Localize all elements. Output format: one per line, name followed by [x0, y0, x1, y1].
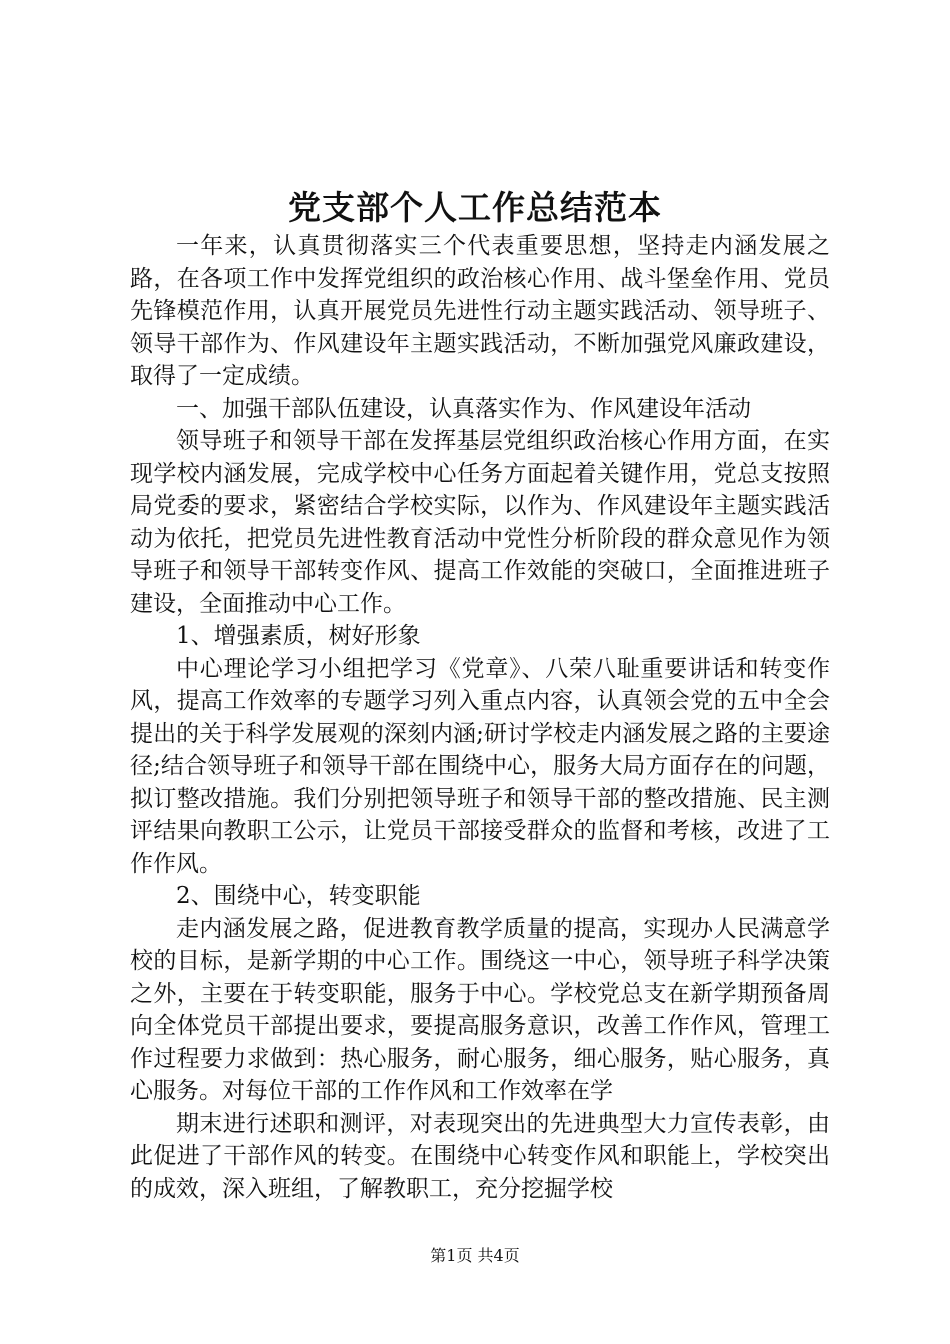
paragraph-subsection-2: 走内涵发展之路，促进教育教学质量的提高，实现办人民满意学校的目标，是新学期的中心工作。围绕这一中心，领导班子科学决策之外，主要在于转变职能，服务于中心。学校党总支在新学期预备周向全体党员干部提出要求，要提高服务意识，改善工作作风，管理工作过程要力求做到：热心服务，耐心服务，细心服务，贴心服务，真心服务。对每位干部的工作作风和工作效率在学: [130, 915, 830, 1104]
paragraph-continuation: 期末进行述职和测评，对表现突出的先进典型大力宣传表彰，由此促进了干部作风的转变。在围绕中心转变作风和职能上，学校突出的成效，深入班组，了解教职工，充分挖掘学校: [130, 1110, 830, 1202]
page-footer: 第1页 共4页: [430, 1246, 520, 1265]
paragraph-intro: 一年来，认真贯彻落实三个代表重要思想，坚持走内涵发展之路，在各项工作中发挥党组织的政治核心作用、战斗堡垒作用、党员先锋模范作用，认真开展党员先进性行动主题实践活动、领导班子、领导干部作为、作风建设年主题实践活动，不断加强党风廉政建设，取得了一定成绩。: [130, 233, 830, 389]
document-title: 党支部个人工作总结范本: [288, 188, 662, 227]
document-body: [130, 230, 830, 1205]
section-heading-1: 一、加强干部队伍建设，认真落实作为、作风建设年活动: [176, 395, 751, 422]
subheading-1: 1、增强素质，树好形象: [176, 623, 421, 649]
paragraph-section-1: 领导班子和领导干部在发挥基层党组织政治核心作用方面，在实现学校内涵发展，完成学校中心任务方面起着关键作用，党总支按照局党委的要求，紧密结合学校实际，以作为、作风建设年主题实践活动为依托，把党员先进性教育活动中党性分析阶段的群众意见作为领导班子和领导干部转变作风、提高工作效能的突破口，全面推进班子建设，全面推动中心工作。: [130, 428, 830, 617]
subheading-2: 2、围绕中心，转变职能: [176, 883, 421, 909]
paragraph-subsection-1: 中心理论学习小组把学习《党章》、八荣八耻重要讲话和转变作风，提高工作效率的专题学习列入重点内容，认真领会党的五中全会提出的关于科学发展观的深刻内涵;研讨学校走内涵发展之路的主要途径;结合领导班子和领导干部在围绕中心，服务大局方面存在的问题，拟订整改措施。我们分别把领导班子和领导干部的整改措施、民主测评结果向教职工公示，让党员干部接受群众的监督和考核，改进了工作作风。: [130, 655, 830, 877]
